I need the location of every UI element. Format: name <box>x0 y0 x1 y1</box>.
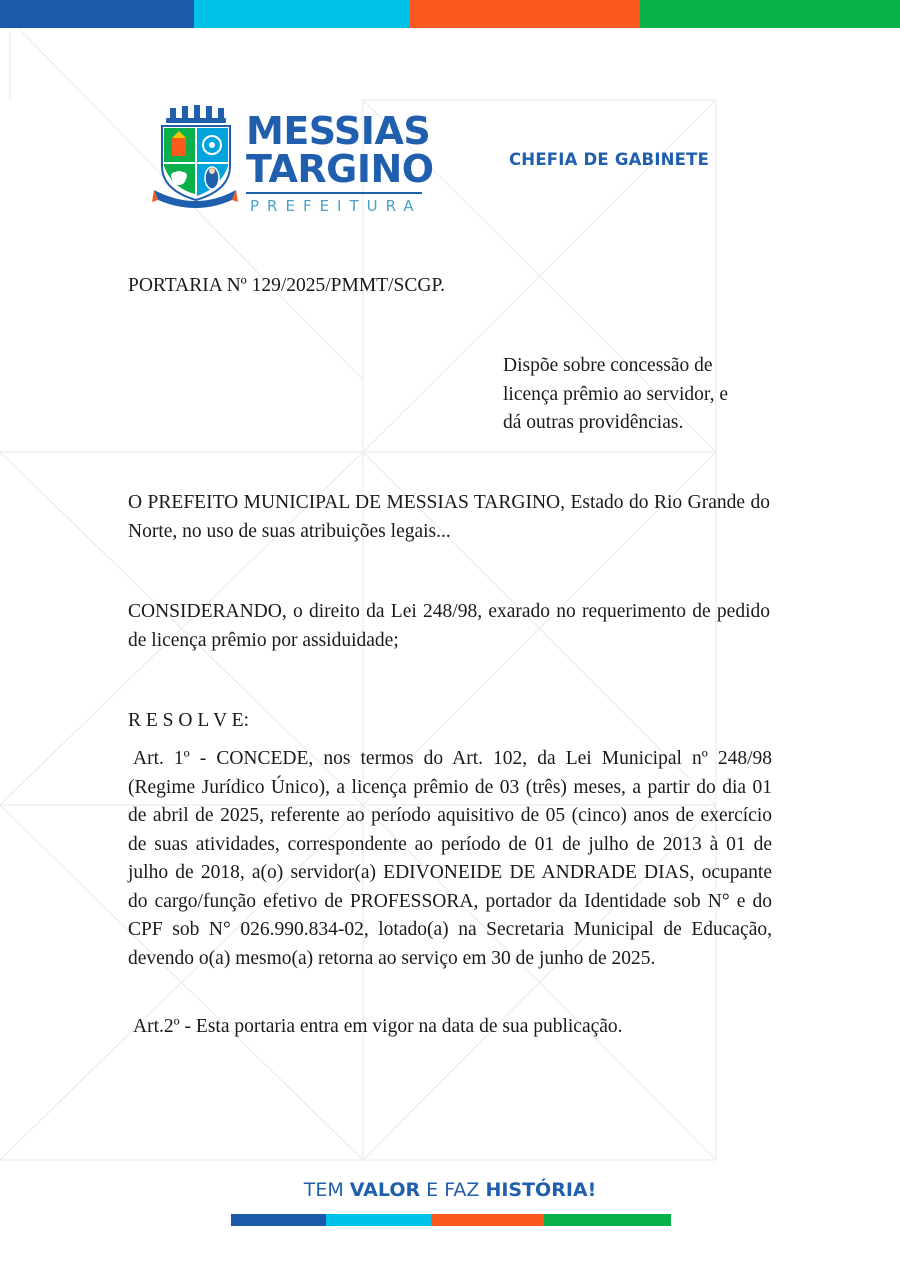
preamble-paragraph: O PREFEITO MUNICIPAL DE MESSIAS TARGINO, Estado do Rio Grande do Norte, no uso de suas atribuições legais... <box>128 492 770 542</box>
footer-bar-blue <box>231 1214 326 1226</box>
municipality-logo <box>246 109 434 215</box>
logo-divider <box>246 192 422 194</box>
slogan-part-4: HISTÓRIA! <box>485 1179 597 1201</box>
resolve-heading: R E S O L V E: <box>128 710 249 731</box>
department-heading: CHEFIA DE GABINETE <box>509 150 710 169</box>
footer-color-bar <box>231 1214 671 1226</box>
logo-line-messias: MESSIAS <box>246 109 431 153</box>
slogan-part-1: TEM <box>303 1179 350 1201</box>
municipal-crest-icon <box>152 104 238 212</box>
considering-paragraph: CONSIDERANDO, o direito da Lei 248/98, exarado no requerimento de pedido de licença prêmio por assiduidade; <box>128 601 770 651</box>
logo-line-targino: TARGINO <box>246 147 434 191</box>
footer-bar-orange <box>431 1214 544 1226</box>
footer-slogan <box>0 1179 900 1201</box>
article-2: Art.2º - Esta portaria entra em vigor na data de sua publicação. <box>133 1016 623 1037</box>
logo-line-prefeitura: PREFEITURA <box>250 197 422 215</box>
footer-bar-cyan <box>326 1214 431 1226</box>
slogan-part-2: VALOR <box>349 1179 421 1201</box>
footer-bar-green <box>544 1214 671 1226</box>
slogan-part-3: E FAZ <box>420 1179 486 1201</box>
document-title: PORTARIA Nº 129/2025/PMMT/SCGP. <box>128 275 446 296</box>
ementa-block <box>503 352 763 438</box>
ementa-line-1: Dispõe sobre concessão de <box>503 355 713 376</box>
article-1: Art. 1º - CONCEDE, nos termos do Art. 102, da Lei Municipal nº 248/98 (Regime Jurídico Único), a licença prêmio de 03 (três) meses, a partir do dia 01 de abril de 2025, referente ao período aquisitivo de 05 (cinco) anos de exercício de suas atividades, correspondente ao período de 01 de julho de 2013 à 01 de julho de 2018, a(o) servidor(a) EDIVONEIDE DE ANDRADE DIAS, ocupante do cargo/função efetivo de PROFESSORA, portador da Identidade sob N° e do CPF sob N° 026.990.834-02, lotado(a) na Secretaria Municipal de Educação, devendo o(a) mesmo(a) retorna ao serviço em 30 de junho de 2025. <box>128 748 772 969</box>
ementa-line-2: licença prêmio ao servidor, e <box>503 383 728 405</box>
ementa-line-3: dá outras providências. <box>503 412 684 433</box>
